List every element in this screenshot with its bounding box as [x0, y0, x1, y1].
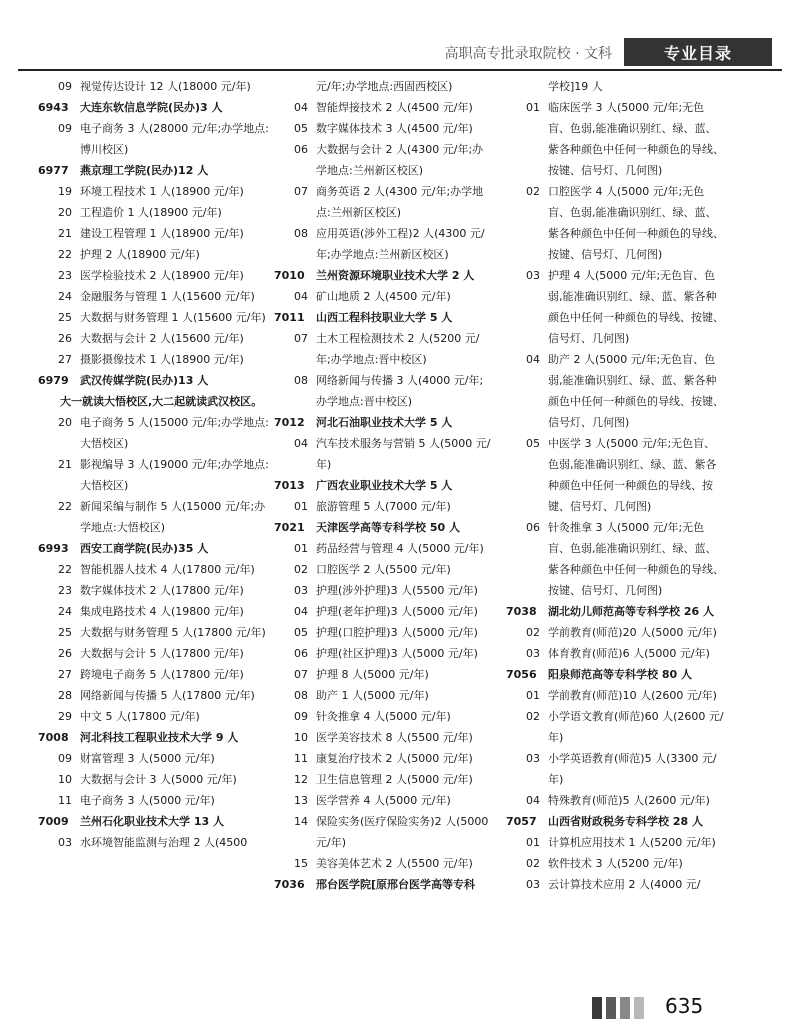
major-detail: 云计算技术应用 2 人(4000 元/ — [548, 878, 701, 891]
major-entry — [274, 433, 494, 475]
major-entry — [274, 370, 494, 412]
school-code: 7008 — [38, 731, 69, 744]
school-entry — [38, 370, 274, 391]
major-detail: 药品经营与管理 4 人(5000 元/年) — [316, 542, 484, 555]
major-detail: 新闻采编与制作 5 人(15000 元/年;办学地点:大悟校区) — [80, 500, 266, 534]
major-entry — [38, 769, 274, 790]
major-entry — [506, 706, 724, 748]
major-code: 25 — [58, 311, 72, 324]
major-entry — [506, 517, 724, 601]
major-detail: 小学英语教育(师范)5 人(3300 元/年) — [548, 752, 717, 786]
major-entry — [38, 307, 274, 328]
major-code: 07 — [294, 668, 308, 681]
major-detail: 财富管理 3 人(5000 元/年) — [80, 752, 215, 765]
major-code: 22 — [58, 563, 72, 576]
major-detail: 工程造价 1 人(18900 元/年) — [80, 206, 222, 219]
major-code: 23 — [58, 269, 72, 282]
major-entry — [506, 790, 724, 811]
major-detail: 集成电路技术 4 人(19800 元/年) — [80, 605, 244, 618]
column-3 — [506, 76, 724, 895]
major-code: 03 — [526, 269, 540, 282]
major-code: 06 — [294, 647, 308, 660]
school-entry — [506, 664, 724, 685]
major-detail: 特殊教育(师范)5 人(2600 元/年) — [548, 794, 710, 807]
major-code: 01 — [526, 101, 540, 114]
major-entry — [274, 790, 494, 811]
major-detail: 学前教育(师范)20 人(5000 元/年) — [548, 626, 717, 639]
major-code: 01 — [526, 689, 540, 702]
major-detail: 针灸推拿 3 人(5000 元/年;无色盲、色弱,能准确识别红、绿、蓝、紫各种颜色中任何一种颜色的导线、按键、信号灯、几何图) — [548, 521, 724, 597]
major-code: 01 — [294, 542, 308, 555]
major-entry — [38, 181, 274, 202]
header-rule — [18, 69, 782, 71]
major-entry — [38, 454, 274, 496]
major-detail: 护理(涉外护理)3 人(5500 元/年) — [316, 584, 478, 597]
major-code: 22 — [58, 248, 72, 261]
major-detail: 环境工程技术 1 人(18900 元/年) — [80, 185, 244, 198]
school-code: 7056 — [506, 668, 537, 681]
major-entry — [38, 601, 274, 622]
major-code: 04 — [294, 101, 308, 114]
school-name: 天津医学高等专科学校 50 人 — [316, 521, 460, 534]
major-entry — [506, 181, 724, 265]
school-entry — [274, 307, 494, 328]
major-code: 24 — [58, 290, 72, 303]
major-code: 29 — [58, 710, 72, 723]
major-entry — [38, 832, 274, 853]
major-code: 08 — [294, 374, 308, 387]
footer-bar — [592, 997, 602, 1019]
major-code: 06 — [294, 143, 308, 156]
school-name: 山西工程科技职业大学 5 人 — [316, 311, 453, 324]
major-code: 12 — [294, 773, 308, 786]
major-entry — [38, 622, 274, 643]
major-detail: 医学营养 4 人(5000 元/年) — [316, 794, 451, 807]
major-detail: 中文 5 人(17800 元/年) — [80, 710, 200, 723]
footer-bar — [606, 997, 616, 1019]
major-entry — [274, 685, 494, 706]
school-name: 大连东软信息学院(民办)3 人 — [80, 101, 223, 114]
major-code: 11 — [294, 752, 308, 765]
major-code: 03 — [526, 647, 540, 660]
major-detail: 数字媒体技术 2 人(17800 元/年) — [80, 584, 244, 597]
major-detail: 助产 2 人(5000 元/年;无色盲、色弱,能准确识别红、绿、蓝、紫各种颜色中任何一种颜色的导线、按键、信号灯、几何图) — [548, 353, 724, 429]
major-code: 07 — [294, 332, 308, 345]
school-name: 广西农业职业技术大学 5 人 — [316, 479, 453, 492]
major-entry — [274, 664, 494, 685]
major-detail: 电子商务 3 人(5000 元/年) — [80, 794, 215, 807]
major-code: 02 — [526, 626, 540, 639]
major-entry — [274, 559, 494, 580]
major-entry — [274, 853, 494, 874]
major-entry — [506, 433, 724, 517]
major-detail: 护理 8 人(5000 元/年) — [316, 668, 429, 681]
school-name: 兰州石化职业技术大学 13 人 — [80, 815, 224, 828]
major-detail: 医学美容技术 8 人(5500 元/年) — [316, 731, 473, 744]
major-entry — [38, 643, 274, 664]
major-entry — [38, 328, 274, 349]
major-code: 03 — [526, 878, 540, 891]
major-detail: 矿山地质 2 人(4500 元/年) — [316, 290, 451, 303]
major-entry — [274, 286, 494, 307]
major-code: 05 — [294, 122, 308, 135]
major-entry — [274, 328, 494, 370]
major-code: 09 — [294, 710, 308, 723]
major-entry — [38, 496, 274, 538]
column-1 — [38, 76, 274, 853]
major-code: 19 — [58, 185, 72, 198]
major-entry — [274, 601, 494, 622]
major-code: 09 — [58, 752, 72, 765]
major-entry — [506, 265, 724, 349]
major-code: 04 — [294, 605, 308, 618]
footer-decoration — [592, 997, 644, 1019]
major-detail: 助产 1 人(5000 元/年) — [316, 689, 429, 702]
major-code: 25 — [58, 626, 72, 639]
major-code: 02 — [294, 563, 308, 576]
major-entry — [506, 349, 724, 433]
major-code: 21 — [58, 458, 72, 471]
major-entry — [38, 202, 274, 223]
school-entry — [274, 475, 494, 496]
school-name: 邢台医学院[原邢台医学高等专科 — [316, 878, 476, 891]
major-entry — [38, 559, 274, 580]
major-code: 07 — [294, 185, 308, 198]
major-detail: 大数据与会计 2 人(15600 元/年) — [80, 332, 244, 345]
major-code: 11 — [58, 794, 72, 807]
school-name: 燕京理工学院(民办)12 人 — [80, 164, 209, 177]
major-entry — [38, 706, 274, 727]
major-code: 10 — [294, 731, 308, 744]
major-code: 13 — [294, 794, 308, 807]
major-entry — [274, 223, 494, 265]
major-detail: 智能机器人技术 4 人(17800 元/年) — [80, 563, 255, 576]
school-entry — [274, 412, 494, 433]
major-entry — [274, 496, 494, 517]
major-detail: 学前教育(师范)10 人(2600 元/年) — [548, 689, 717, 702]
major-code: 09 — [58, 80, 72, 93]
major-detail: 大数据与财务管理 5 人(17800 元/年) — [80, 626, 266, 639]
column-2 — [274, 76, 494, 895]
header-badge: 专业目录 — [624, 38, 772, 66]
major-code: 10 — [58, 773, 72, 786]
major-entry — [38, 265, 274, 286]
major-code: 21 — [58, 227, 72, 240]
footer-bar — [634, 997, 644, 1019]
major-detail: 大数据与会计 2 人(4300 元/年;办学地点:兰州新区校区) — [316, 143, 484, 177]
continued-text: 元/年;办学地点:西固西校区) — [316, 80, 453, 93]
major-detail: 临床医学 3 人(5000 元/年;无色盲、色弱,能准确识别红、绿、蓝、紫各种颜色中任何一种颜色的导线、按键、信号灯、几何图) — [548, 101, 724, 177]
major-detail: 口腔医学 2 人(5500 元/年) — [316, 563, 451, 576]
major-entry — [38, 664, 274, 685]
major-code: 08 — [294, 689, 308, 702]
school-code: 6993 — [38, 542, 69, 555]
major-entry — [274, 118, 494, 139]
major-code: 04 — [526, 794, 540, 807]
school-name: 河北石油职业技术大学 5 人 — [316, 416, 453, 429]
school-name: 阳泉师范高等专科学校 80 人 — [548, 668, 692, 681]
major-detail: 护理(老年护理)3 人(5000 元/年) — [316, 605, 478, 618]
major-detail: 软件技术 3 人(5200 元/年) — [548, 857, 683, 870]
school-code: 7009 — [38, 815, 69, 828]
major-detail: 大数据与会计 5 人(17800 元/年) — [80, 647, 244, 660]
major-detail: 摄影摄像技术 1 人(18900 元/年) — [80, 353, 244, 366]
major-detail: 护理(口腔护理)3 人(5000 元/年) — [316, 626, 478, 639]
major-entry — [274, 706, 494, 727]
major-code: 05 — [526, 437, 540, 450]
major-entry — [506, 832, 724, 853]
major-detail: 计算机应用技术 1 人(5200 元/年) — [548, 836, 716, 849]
major-code: 27 — [58, 668, 72, 681]
school-code: 7036 — [274, 878, 305, 891]
page-number: 635 — [665, 994, 704, 1018]
major-detail: 大数据与会计 3 人(5000 元/年) — [80, 773, 237, 786]
major-entry — [506, 685, 724, 706]
major-code: 28 — [58, 689, 72, 702]
school-entry — [38, 811, 274, 832]
major-code: 20 — [58, 206, 72, 219]
major-detail: 汽车技术服务与营销 5 人(5000 元/年) — [316, 437, 491, 471]
major-detail: 网络新闻与传播 5 人(17800 元/年) — [80, 689, 255, 702]
major-code: 27 — [58, 353, 72, 366]
major-detail: 跨境电子商务 5 人(17800 元/年) — [80, 668, 244, 681]
major-detail: 影视编导 3 人(19000 元/年;办学地点:大悟校区) — [80, 458, 269, 492]
school-name: 西安工商学院(民办)35 人 — [80, 542, 209, 555]
major-entry — [506, 874, 724, 895]
school-code: 7013 — [274, 479, 305, 492]
major-entry — [274, 181, 494, 223]
major-entry — [38, 748, 274, 769]
major-detail: 数字媒体技术 3 人(4500 元/年) — [316, 122, 473, 135]
major-detail: 应用英语(涉外工程)2 人(4300 元/年;办学地点:兰州新区校区) — [316, 227, 485, 261]
major-entry — [38, 244, 274, 265]
major-entry — [274, 727, 494, 748]
footer-bar — [620, 997, 630, 1019]
major-detail: 康复治疗技术 2 人(5000 元/年) — [316, 752, 473, 765]
major-code: 06 — [526, 521, 540, 534]
major-entry — [274, 811, 494, 853]
major-detail: 网络新闻与传播 3 人(4000 元/年;办学地点:晋中校区) — [316, 374, 484, 408]
major-entry — [506, 97, 724, 181]
school-note: 大一就读大悟校区,大二起就读武汉校区。 — [60, 395, 263, 408]
school-code: 7038 — [506, 605, 537, 618]
major-entry — [274, 769, 494, 790]
major-detail: 电子商务 3 人(28000 元/年;办学地点:博川校区) — [80, 122, 269, 156]
header-title: 高职高专批录取院校 · 文科 — [444, 46, 612, 62]
major-entry — [506, 643, 724, 664]
school-name: 湖北幼儿师范高等专科学校 26 人 — [548, 605, 714, 618]
school-entry — [38, 727, 274, 748]
major-code: 03 — [58, 836, 72, 849]
major-entry — [38, 580, 274, 601]
major-code: 04 — [294, 290, 308, 303]
school-code: 7012 — [274, 416, 305, 429]
major-code: 04 — [526, 353, 540, 366]
major-code: 09 — [58, 122, 72, 135]
major-detail: 护理(社区护理)3 人(5000 元/年) — [316, 647, 478, 660]
major-entry — [274, 748, 494, 769]
school-name: 山西省财政税务专科学校 28 人 — [548, 815, 703, 828]
major-entry — [38, 286, 274, 307]
school-code: 7010 — [274, 269, 305, 282]
major-code: 05 — [294, 626, 308, 639]
major-code: 02 — [526, 710, 540, 723]
major-detail: 智能焊接技术 2 人(4500 元/年) — [316, 101, 473, 114]
major-detail: 旅游管理 5 人(7000 元/年) — [316, 500, 451, 513]
major-detail: 卫生信息管理 2 人(5000 元/年) — [316, 773, 473, 786]
school-entry — [38, 97, 274, 118]
school-code: 7011 — [274, 311, 305, 324]
major-code: 04 — [294, 437, 308, 450]
major-entry — [274, 139, 494, 181]
major-entry — [38, 790, 274, 811]
major-detail: 土木工程检测技术 2 人(5200 元/年;办学地点:晋中校区) — [316, 332, 480, 366]
major-entry — [274, 538, 494, 559]
major-entry — [38, 412, 274, 454]
major-code: 08 — [294, 227, 308, 240]
school-entry — [274, 517, 494, 538]
school-name: 河北科技工程职业技术大学 9 人 — [80, 731, 239, 744]
major-code: 26 — [58, 332, 72, 345]
school-code: 6979 — [38, 374, 69, 387]
major-detail: 电子商务 5 人(15000 元/年;办学地点:大悟校区) — [80, 416, 269, 450]
major-detail: 护理 2 人(18900 元/年) — [80, 248, 200, 261]
major-detail: 护理 4 人(5000 元/年;无色盲、色弱,能准确识别红、绿、蓝、紫各种颜色中任何一种颜色的导线、按键、信号灯、几何图) — [548, 269, 724, 345]
major-detail: 水环境智能监测与治理 2 人(4500 — [80, 836, 248, 849]
major-entry — [38, 349, 274, 370]
major-detail: 保险实务(医疗保险实务)2 人(5000 元/年) — [316, 815, 489, 849]
major-code: 15 — [294, 857, 308, 870]
major-entry — [38, 118, 274, 160]
major-code: 14 — [294, 815, 308, 828]
major-detail: 针灸推拿 4 人(5000 元/年) — [316, 710, 451, 723]
school-code: 6943 — [38, 101, 69, 114]
major-entry — [38, 685, 274, 706]
major-detail: 金融服务与管理 1 人(15600 元/年) — [80, 290, 255, 303]
major-code: 01 — [526, 836, 540, 849]
major-code: 02 — [526, 857, 540, 870]
school-code: 7057 — [506, 815, 537, 828]
school-name: 兰州资源环境职业技术大学 2 人 — [316, 269, 475, 282]
major-code: 03 — [294, 584, 308, 597]
major-detail: 中医学 3 人(5000 元/年;无色盲、色弱,能准确识别红、绿、蓝、紫各种颜色中任何一种颜色的导线、按键、信号灯、几何图) — [548, 437, 717, 513]
major-code: 02 — [526, 185, 540, 198]
major-entry — [38, 223, 274, 244]
major-code: 03 — [526, 752, 540, 765]
school-entry — [38, 160, 274, 181]
major-detail: 口腔医学 4 人(5000 元/年;无色盲、色弱,能准确识别红、绿、蓝、紫各种颜色中任何一种颜色的导线、按键、信号灯、几何图) — [548, 185, 724, 261]
school-entry — [506, 601, 724, 622]
school-entry — [506, 811, 724, 832]
major-detail: 大数据与财务管理 1 人(15600 元/年) — [80, 311, 266, 324]
major-entry — [274, 580, 494, 601]
major-detail: 商务英语 2 人(4300 元/年;办学地点:兰州新区校区) — [316, 185, 484, 219]
school-entry — [38, 538, 274, 559]
school-entry — [274, 874, 494, 895]
major-detail: 美容美体艺术 2 人(5500 元/年) — [316, 857, 473, 870]
school-name: 武汉传媒学院(民办)13 人 — [80, 374, 209, 387]
major-entry — [38, 76, 274, 97]
major-code: 20 — [58, 416, 72, 429]
major-code: 24 — [58, 605, 72, 618]
major-code: 01 — [294, 500, 308, 513]
major-entry — [506, 748, 724, 790]
major-entry — [506, 622, 724, 643]
major-detail: 医学检验技术 2 人(18900 元/年) — [80, 269, 244, 282]
major-detail: 建设工程管理 1 人(18900 元/年) — [80, 227, 244, 240]
major-code: 22 — [58, 500, 72, 513]
major-entry — [274, 643, 494, 664]
major-code: 26 — [58, 647, 72, 660]
school-code: 6977 — [38, 164, 69, 177]
continued-text: 学校]19 人 — [548, 80, 603, 93]
school-entry — [274, 265, 494, 286]
school-code: 7021 — [274, 521, 305, 534]
major-detail: 视觉传达设计 12 人(18000 元/年) — [80, 80, 251, 93]
major-entry — [274, 97, 494, 118]
major-detail: 小学语文教育(师范)60 人(2600 元/年) — [548, 710, 724, 744]
major-entry — [274, 622, 494, 643]
major-code: 23 — [58, 584, 72, 597]
major-detail: 体育教育(师范)6 人(5000 元/年) — [548, 647, 710, 660]
major-entry — [506, 853, 724, 874]
